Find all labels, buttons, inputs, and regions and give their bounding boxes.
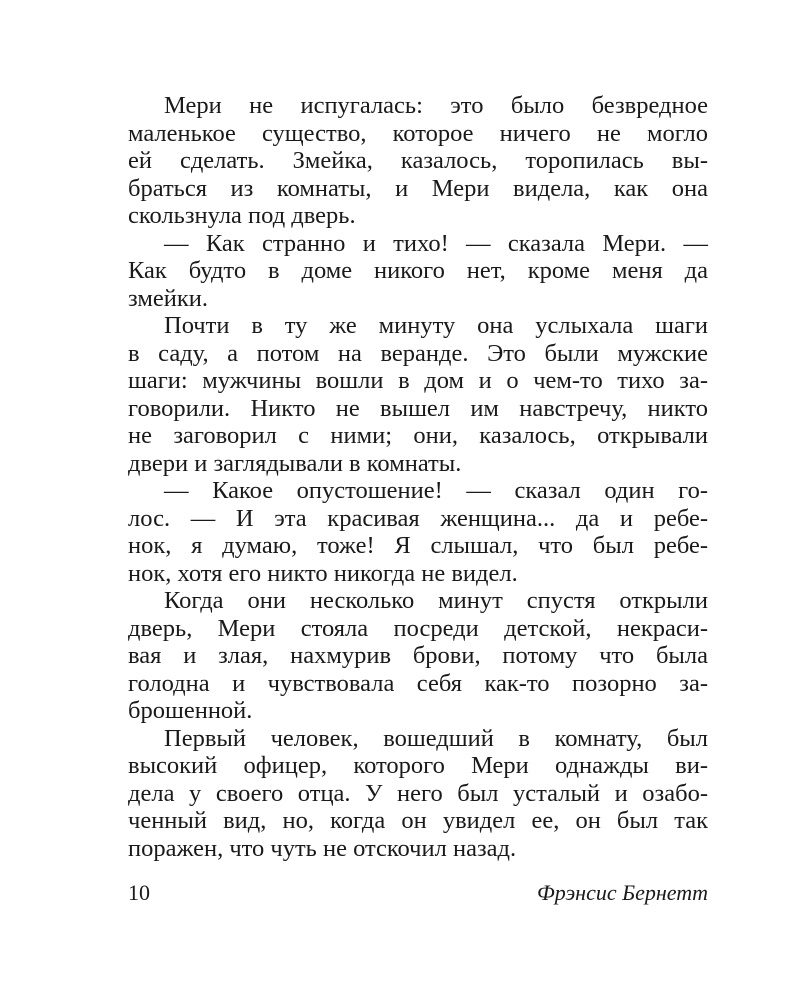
- text-line: двери и заглядывали в комнаты.: [128, 449, 462, 477]
- text-line: высокий офицер, которого Мери однажды ви-: [128, 752, 708, 779]
- text-line: змейки.: [128, 284, 208, 312]
- page-number: 10: [128, 880, 150, 905]
- text-line: брошенной.: [128, 697, 253, 724]
- text-line: ченный вид, но, когда он увидел ее, он был так: [128, 807, 708, 834]
- text-line: Как будто в доме никого нет, кроме меня да: [128, 257, 708, 284]
- text-line: Почти в ту же минуту она услыхала шаги: [164, 312, 708, 339]
- text-line: говорили. Никто не вышел им навстречу, никто: [128, 394, 708, 422]
- text-line: скользнула под дверь.: [128, 202, 356, 229]
- text-line: браться из комнаты, и Мери видела, как она: [128, 174, 708, 202]
- text-line: — Какое опустошение! — сказал один го-: [164, 477, 708, 504]
- text-line: нок, я думаю, тоже! Я слышал, что был ребе-: [128, 532, 708, 559]
- text-line: поражен, что чуть не отскочил назад.: [128, 834, 517, 862]
- text-line: шаги: мужчины вошли в дом и о чем-то тихо за-: [128, 367, 708, 394]
- text-line: в саду, а потом на веранде. Это были мужские: [128, 339, 708, 367]
- text-line: не заговорил с ними; они, казалось, открывали: [128, 422, 708, 449]
- text-line: маленькое существо, которое ничего не могло: [128, 119, 708, 147]
- text-line: ей сделать. Змейка, казалось, торопилась вы-: [128, 147, 708, 174]
- body-text: [128, 92, 708, 862]
- text-line: Мери не испугалась: это было безвредное: [164, 92, 708, 119]
- text-line: Первый человек, вошедший в комнату, был: [164, 724, 708, 752]
- text-line: лос. — И эта красивая женщина... да и ребе-: [128, 504, 708, 532]
- text-line: — Как странно и тихо! — сказала Мери. —: [164, 229, 708, 257]
- text-line: дверь, Мери стояла посреди детской, некраси-: [128, 614, 708, 642]
- text-line: голодна и чувствовала себя как-то позорно за-: [128, 669, 708, 697]
- text-line: дела у своего отца. У него был усталый и озабо-: [128, 779, 708, 807]
- running-author: Фрэнсис Бернетт: [537, 880, 708, 905]
- text-line: нок, хотя его никто никогда не видел.: [128, 559, 518, 587]
- text-line: вая и злая, нахмурив брови, потому что была: [128, 642, 708, 669]
- page-footer: [128, 880, 708, 910]
- text-line: Когда они несколько минут спустя открыли: [164, 587, 708, 614]
